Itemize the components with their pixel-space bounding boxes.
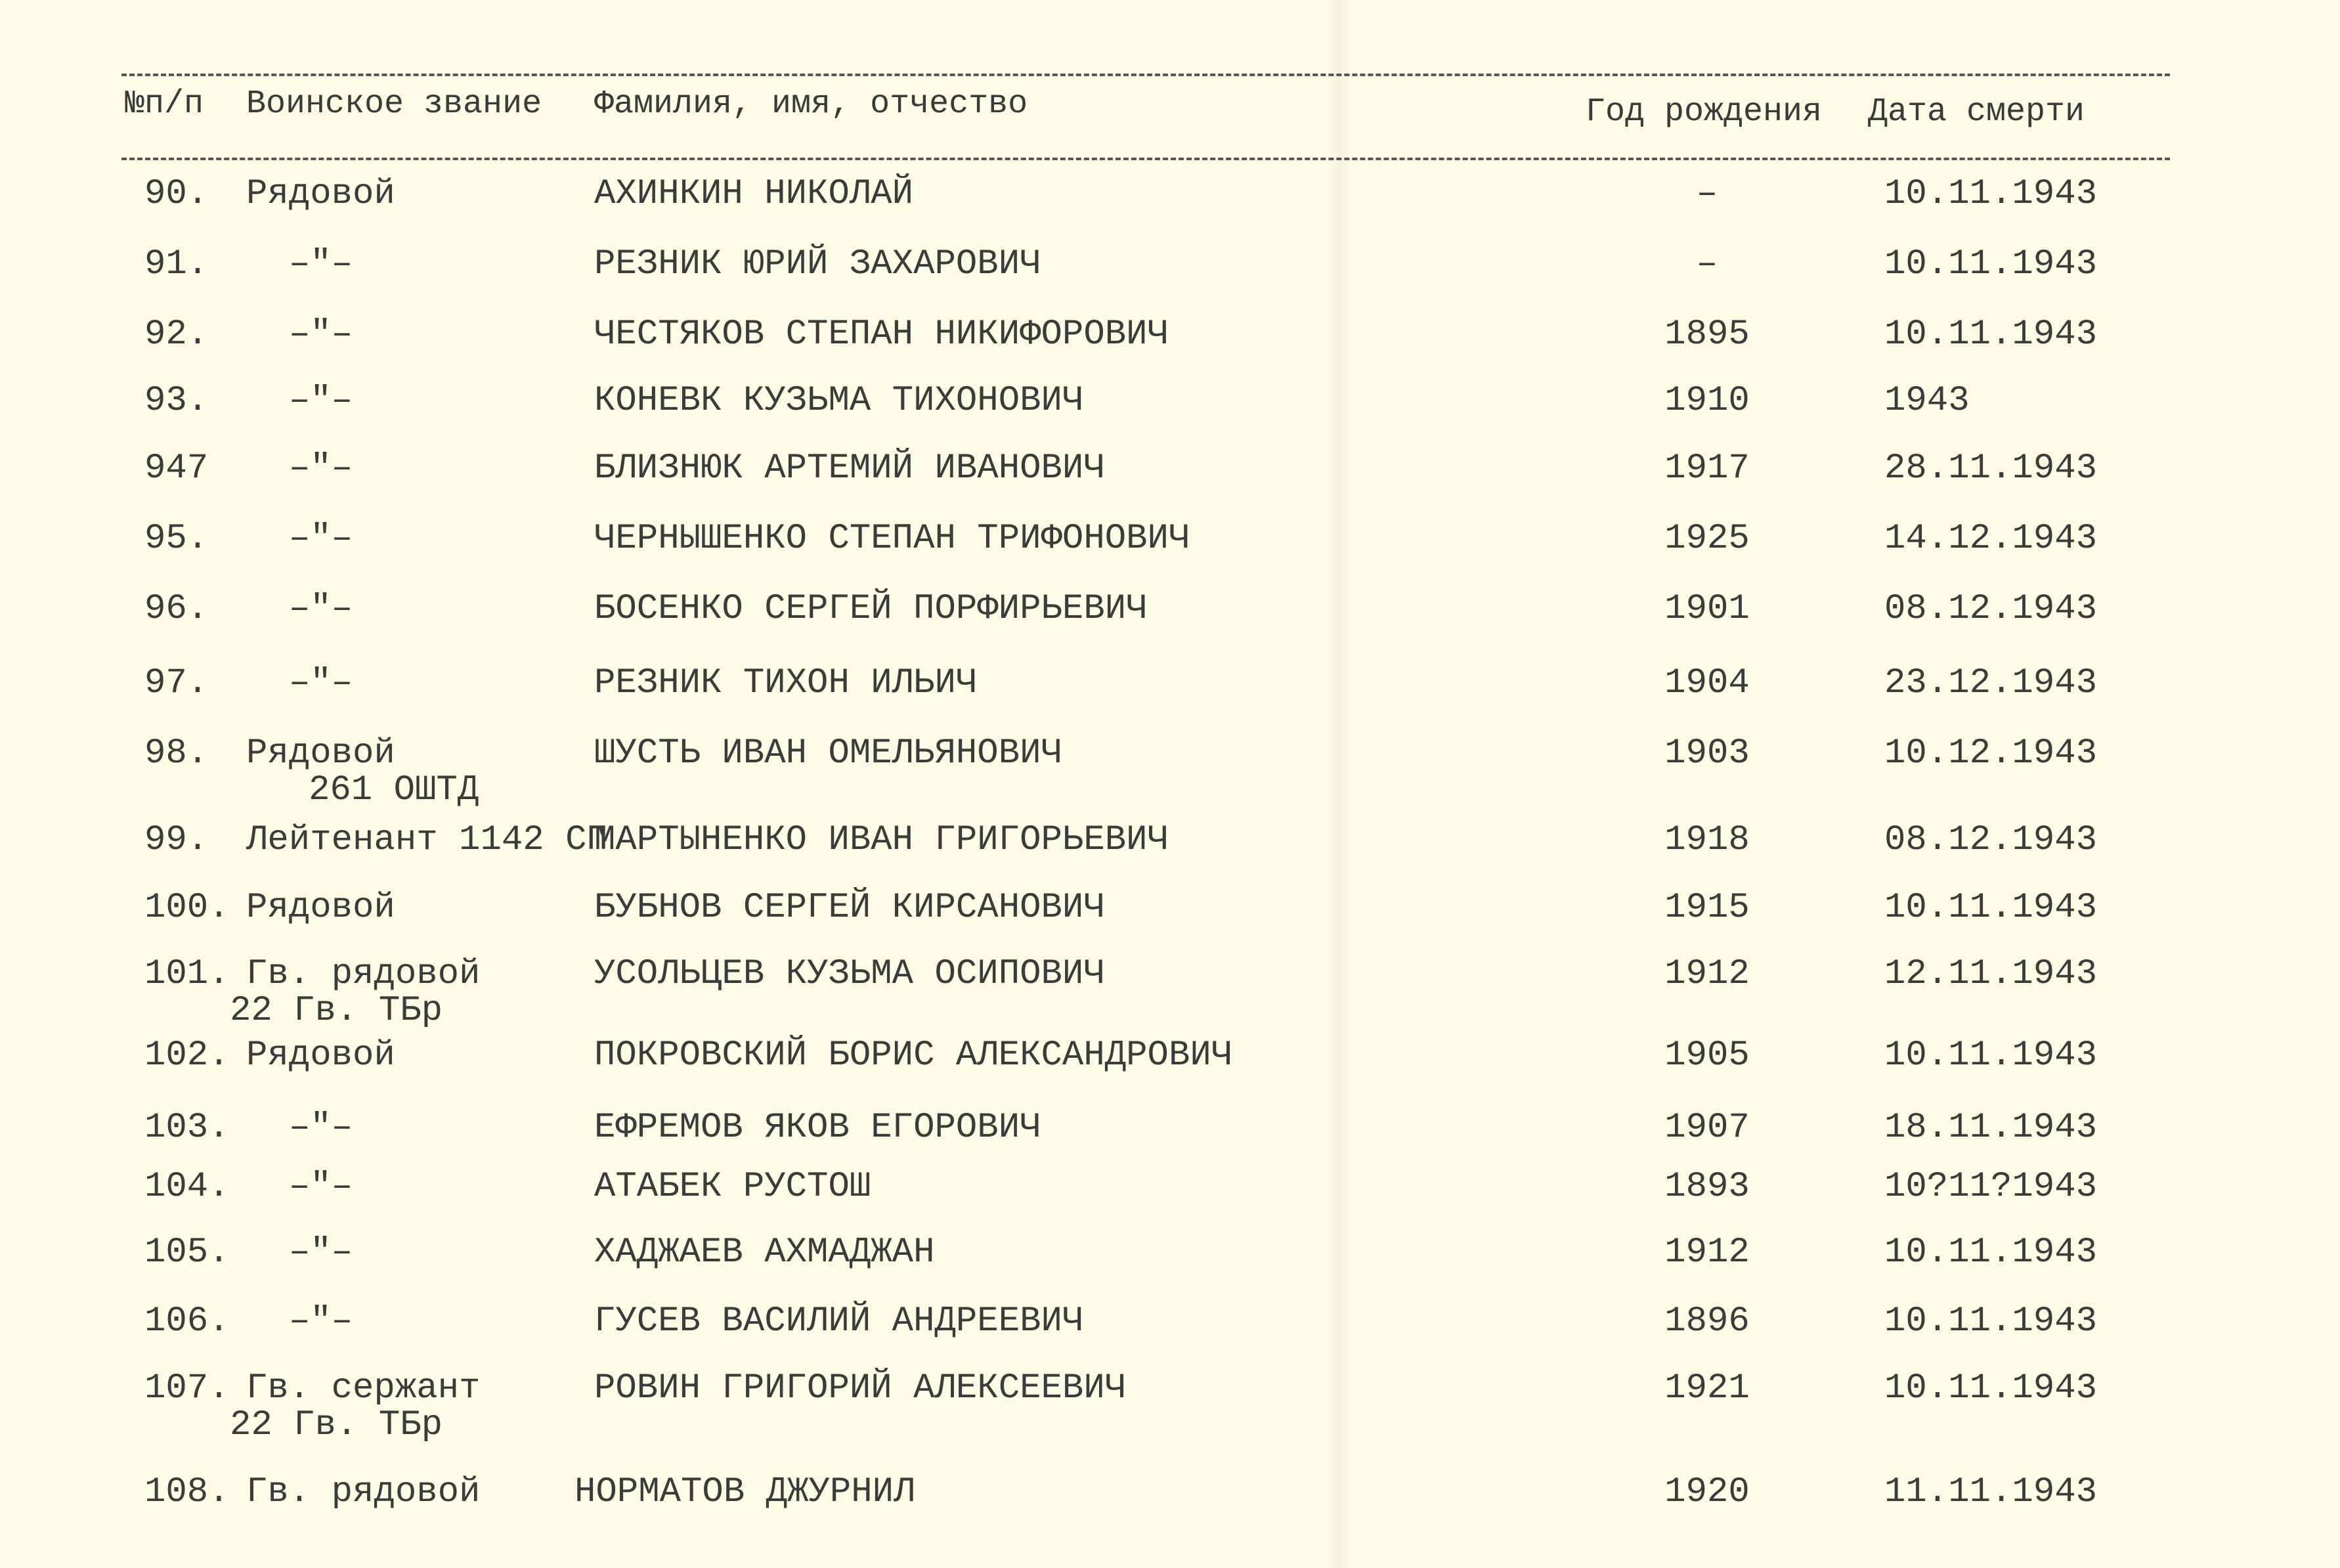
row-full-name: ХАДЖАЕВ АХМАДЖАН <box>594 1232 935 1273</box>
row-full-name: АТАБЕК РУСТОШ <box>594 1167 871 1207</box>
row-rank: –"– <box>289 315 353 355</box>
row-number: 104. <box>144 1167 230 1207</box>
row-rank: –"– <box>289 381 353 421</box>
table-row <box>0 450 2340 523</box>
row-birth-year: – <box>1696 174 1718 214</box>
table-row <box>0 521 2340 593</box>
row-full-name: ШУСТЬ ИВАН ОМЕЛЬЯНОВИЧ <box>594 733 1062 773</box>
row-number: 91. <box>144 244 209 284</box>
row-rank: Лейтенант 1142 СП <box>246 820 608 860</box>
row-number: 96. <box>144 589 209 629</box>
row-number: 97. <box>144 663 209 703</box>
row-number: 947 <box>144 448 209 489</box>
row-death-date: 14.12.1943 <box>1884 519 2098 559</box>
row-death-date: 1943 <box>1884 381 1970 421</box>
row-full-name: ГУСЕВ ВАСИЛИЙ АНДРЕЕВИЧ <box>594 1301 1084 1341</box>
table-row <box>0 822 2340 894</box>
row-birth-year: 1915 <box>1664 888 1750 928</box>
header-name: Фамилия, имя, отчество <box>594 85 1028 123</box>
row-rank: Рядовой <box>246 888 395 928</box>
row-birth-year: 1904 <box>1664 663 1750 703</box>
row-rank: –"– <box>289 663 353 703</box>
row-number: 107. <box>144 1368 230 1408</box>
row-rank: –"– <box>289 1301 353 1341</box>
row-full-name: МАРТЫНЕНКО ИВАН ГРИГОРЬЕВИЧ <box>594 820 1169 860</box>
row-birth-year: 1925 <box>1664 519 1750 559</box>
row-birth-year: 1903 <box>1664 733 1750 773</box>
row-rank: Гв. сержант <box>246 1368 481 1408</box>
table-row <box>0 246 2340 318</box>
row-full-name: БЛИЗНЮК АРТЕМИЙ ИВАНОВИЧ <box>594 448 1105 489</box>
row-death-date: 10.11.1943 <box>1884 174 2098 214</box>
row-death-date: 10.11.1943 <box>1884 1035 2098 1076</box>
row-rank: Рядовой <box>246 1035 395 1076</box>
row-full-name: ЧЕСТЯКОВ СТЕПАН НИКИФОРОВИЧ <box>594 315 1169 355</box>
row-full-name: РЕЗНИК ЮРИЙ ЗАХАРОВИЧ <box>594 244 1041 284</box>
row-full-name: ЕФРЕМОВ ЯКОВ ЕГОРОВИЧ <box>594 1108 1041 1148</box>
row-full-name: КОНЕВК КУЗЬМА ТИХОНОВИЧ <box>594 381 1084 421</box>
row-death-date: 10.11.1943 <box>1884 1232 2098 1273</box>
row-number: 101. <box>144 954 230 994</box>
row-rank: Гв. рядовой <box>246 1472 481 1512</box>
row-rank: –"– <box>289 448 353 489</box>
row-full-name: УСОЛЬЦЕВ КУЗЬМА ОСИПОВИЧ <box>594 954 1105 994</box>
row-death-date: 10.11.1943 <box>1884 1368 2098 1408</box>
row-number: 103. <box>144 1108 230 1148</box>
table-row <box>0 383 2340 455</box>
row-full-name: БУБНОВ СЕРГЕЙ КИРСАНОВИЧ <box>594 888 1105 928</box>
table-row <box>0 890 2340 962</box>
row-death-date: 11.11.1943 <box>1884 1472 2098 1512</box>
row-number: 90. <box>144 174 209 214</box>
table-row <box>0 1234 2340 1307</box>
row-full-name: РЕЗНИК ТИХОН ИЛЬИЧ <box>594 663 978 703</box>
row-number: 106. <box>144 1301 230 1341</box>
row-death-date: 18.11.1943 <box>1884 1108 2098 1148</box>
row-death-date: 10.11.1943 <box>1884 1301 2098 1341</box>
row-birth-year: 1921 <box>1664 1368 1750 1408</box>
row-number: 98. <box>144 733 209 773</box>
row-death-date: 10.11.1943 <box>1884 244 2098 284</box>
row-number: 95. <box>144 519 209 559</box>
row-rank: –"– <box>289 1232 353 1273</box>
table-row <box>0 1474 2340 1546</box>
row-full-name: ЧЕРНЫШЕНКО СТЕПАН ТРИФОНОВИЧ <box>594 519 1190 559</box>
row-rank: Рядовой <box>246 733 395 773</box>
row-death-date: 10.12.1943 <box>1884 733 2098 773</box>
table-row <box>0 665 2340 737</box>
table-row <box>0 176 2340 248</box>
row-rank: –"– <box>289 1108 353 1148</box>
row-birth-year: – <box>1696 244 1718 284</box>
row-death-date: 28.11.1943 <box>1884 448 2098 489</box>
header-num: №п/п <box>125 85 204 123</box>
row-number: 99. <box>144 820 209 860</box>
row-birth-year: 1912 <box>1664 954 1750 994</box>
row-rank: Гв. рядовой <box>246 954 481 994</box>
row-birth-year: 1917 <box>1664 448 1750 489</box>
table-row <box>0 1037 2340 1110</box>
row-full-name: НОРМАТОВ ДЖУРНИЛ <box>574 1472 915 1512</box>
row-rank: –"– <box>289 589 353 629</box>
row-birth-year: 1895 <box>1664 315 1750 355</box>
row-death-date: 08.12.1943 <box>1884 820 2098 860</box>
row-death-date: 23.12.1943 <box>1884 663 2098 703</box>
table-row <box>0 316 2340 389</box>
row-birth-year: 1907 <box>1664 1108 1750 1148</box>
row-birth-year: 1918 <box>1664 820 1750 860</box>
table-row <box>0 1303 2340 1376</box>
row-rank: Рядовой <box>246 174 395 214</box>
row-birth-year: 1912 <box>1664 1232 1750 1273</box>
row-full-name: БОСЕНКО СЕРГЕЙ ПОРФИРЬЕВИЧ <box>594 589 1148 629</box>
row-full-name: ПОКРОВСКИЙ БОРИС АЛЕКСАНДРОВИЧ <box>594 1035 1233 1076</box>
row-rank: –"– <box>289 519 353 559</box>
row-rank: –"– <box>289 244 353 284</box>
row-death-date: 08.12.1943 <box>1884 589 2098 629</box>
header-top-rule <box>121 74 2170 76</box>
row-full-name: РОВИН ГРИГОРИЙ АЛЕКСЕЕВИЧ <box>594 1368 1127 1408</box>
row-number: 108. <box>144 1472 230 1512</box>
row-unit: 261 ОШТД <box>309 770 479 810</box>
row-death-date: 10?11?1943 <box>1884 1167 2098 1207</box>
row-number: 92. <box>144 315 209 355</box>
table-row <box>0 591 2340 663</box>
header-rank: Воинское звание <box>246 85 542 123</box>
row-unit: 22 Гв. ТБр <box>230 991 443 1031</box>
header-bottom-rule <box>121 158 2170 160</box>
row-birth-year: 1896 <box>1664 1301 1750 1341</box>
table-row <box>0 735 2340 808</box>
row-birth-year: 1920 <box>1664 1472 1750 1512</box>
row-death-date: 10.11.1943 <box>1884 888 2098 928</box>
row-full-name: АХИНКИН НИКОЛАЙ <box>594 174 914 214</box>
row-birth-year: 1905 <box>1664 1035 1750 1076</box>
row-rank: –"– <box>289 1167 353 1207</box>
row-birth-year: 1910 <box>1664 381 1750 421</box>
row-number: 100. <box>144 888 230 928</box>
row-number: 93. <box>144 381 209 421</box>
table-row <box>0 954 2340 1031</box>
table-row <box>0 1169 2340 1241</box>
row-number: 105. <box>144 1232 230 1273</box>
row-birth-year: 1901 <box>1664 589 1750 629</box>
header-death-date: Дата смерти <box>1868 93 2085 131</box>
row-death-date: 12.11.1943 <box>1884 954 2098 994</box>
row-unit: 22 Гв. ТБр <box>230 1405 443 1445</box>
row-birth-year: 1893 <box>1664 1167 1750 1207</box>
row-number: 102. <box>144 1035 230 1076</box>
header-birth-year: Год рождения <box>1586 93 1823 131</box>
row-death-date: 10.11.1943 <box>1884 315 2098 355</box>
table-row <box>0 1370 2340 1443</box>
